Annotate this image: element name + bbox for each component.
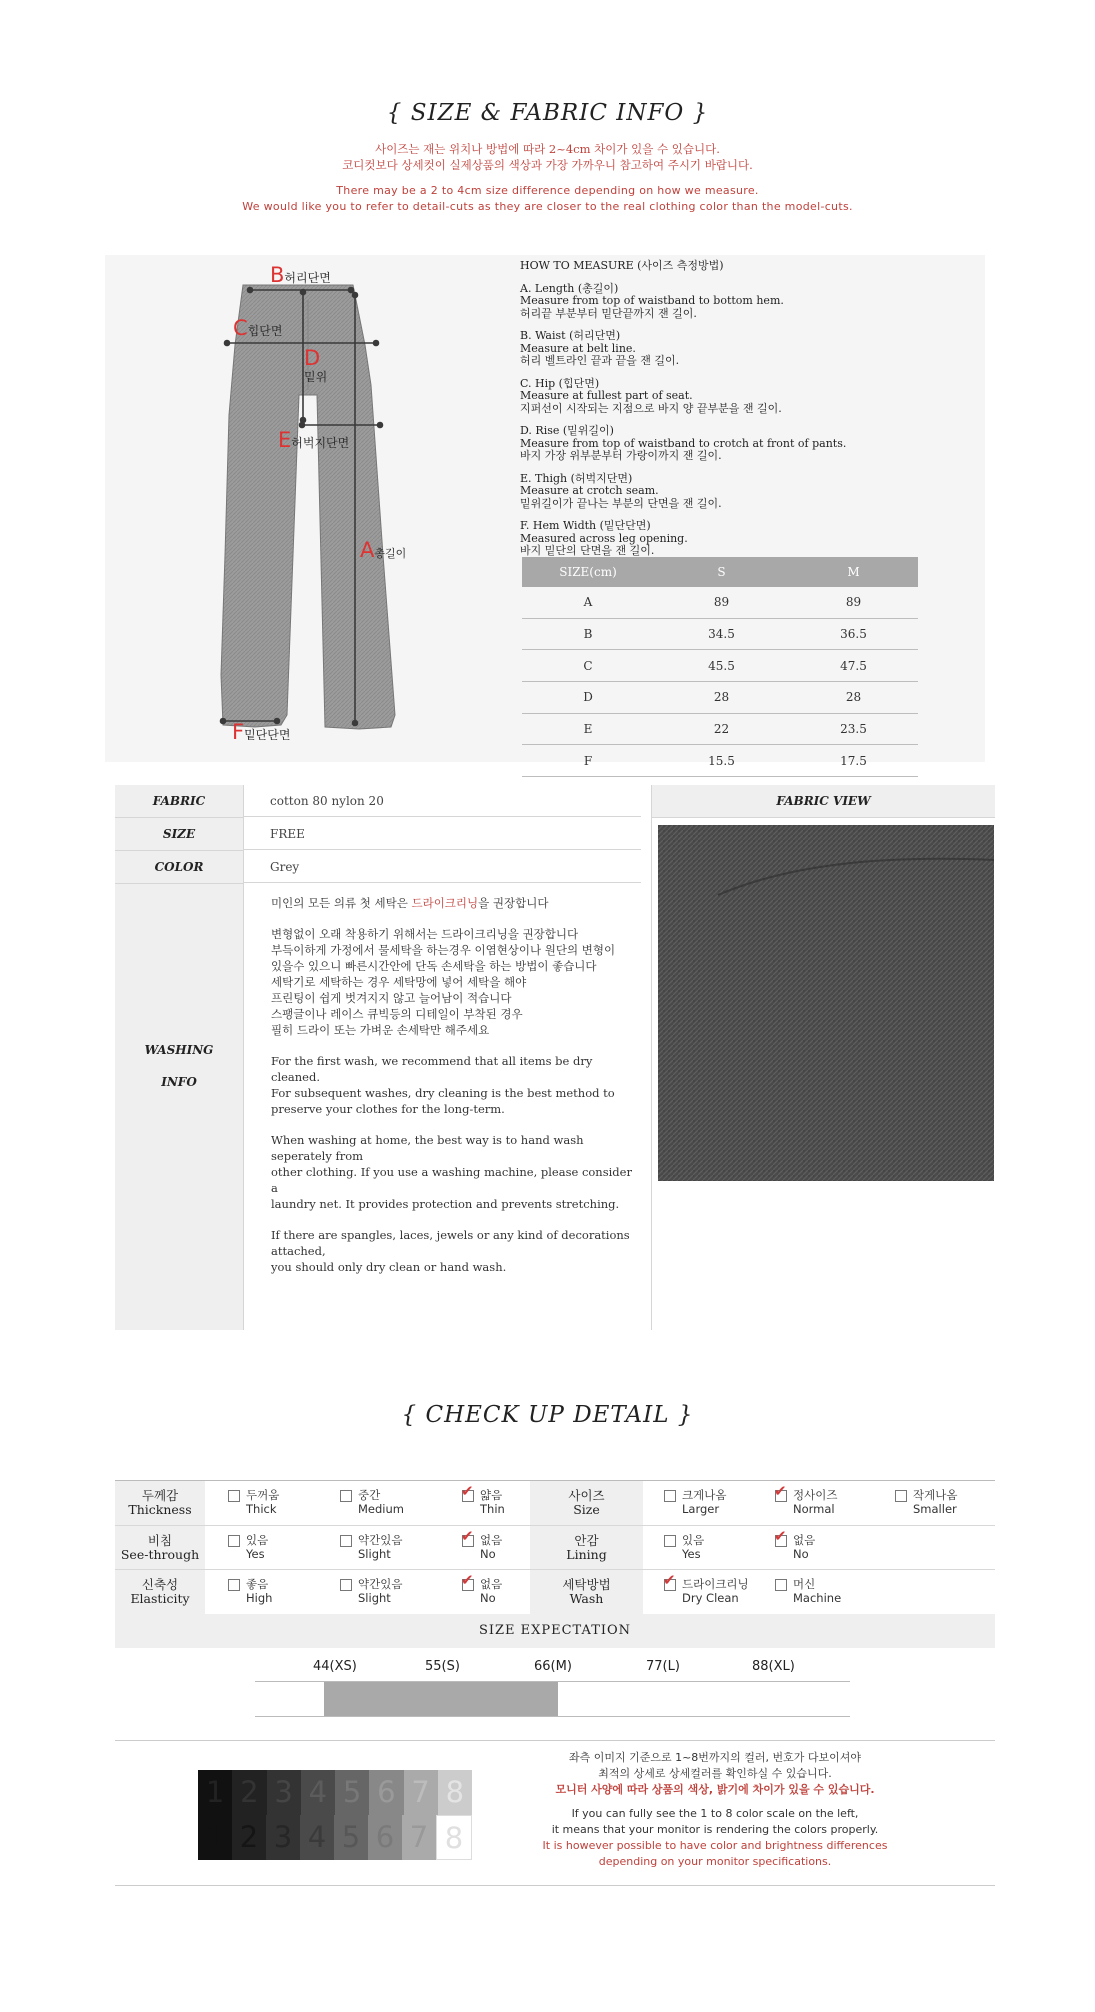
size-table	[522, 557, 918, 777]
label-e: E허벅지단면	[278, 428, 350, 452]
how-to-measure	[520, 260, 960, 568]
size-range-bar	[324, 1682, 558, 1716]
fabric-info	[115, 785, 995, 1330]
size-scale-s: 55(S)	[425, 1659, 460, 1674]
measure-item-c: C. Hip (힙단면) Measure at fullest part of seat. 지퍼선이 시작되는 지점으로 바지 양 끝부분을 잰 길이.	[520, 376, 782, 415]
monitor-note-en-2: it means that your monitor is rendering the colors properly.	[551, 1823, 879, 1836]
size-header-s: S	[654, 557, 789, 587]
monitor-note-en-4: depending on your monitor specifications.	[598, 1855, 832, 1868]
how-to-measure-heading: HOW TO MEASURE (사이즈 측정방법)	[520, 259, 724, 272]
size-note-kr-line-2: 코디컷보다 상세컷이 실제상품의 색상과 가장 가까우니 참고하여 주시기 바랍니다.	[342, 158, 753, 172]
size-note-en-line-1: There may be a 2 to 4cm size difference depending on how we measure.	[336, 184, 759, 197]
monitor-note-en-1: If you can fully see the 1 to 8 color scale on the left,	[571, 1807, 859, 1820]
wash-kr-paragraph: 변형없이 오래 착용하기 위해서는 드라이크리닝을 권장합니다 부득이하게 가정에서 물세탁을 하는경우 이염현상이나 원단의 변형이 있을수 있으니 빠른시간안에 단독 손세탁을 하는 방법이 좋습니다 세탁기로 세탁하는 경우 세탁망에 넣어 세탁을 해야 프린팅이 쉽게 벗겨지지 않고 늘어남이 적습니다 스팽글이나 레이스 큐빅등의 디테일이 부착된 경우 필히 드라이 또는 가벼운 손세탁만 해주세요	[271, 927, 616, 1037]
table-row: F 15.5 17.5	[522, 745, 918, 777]
wash-en-paragraph-2: When washing at home, the best way is to hand wash seperately from other clothing. If you use a washing machine, please consider a laundry net. It provides protection and prevents stretching.	[271, 1133, 632, 1211]
size-note-kr	[0, 141, 1095, 173]
washing-label-line-2: INFO	[161, 1075, 197, 1089]
wash-en-paragraph-1: For the first wash, we recommend that all items be dry cleaned. For subsequent washes, dry cleaning is the best method to preserve your clothes for the long-term.	[271, 1054, 615, 1116]
color-scale-bottom-row: 1 2 3 4 5 6 7 8	[198, 1815, 472, 1860]
monitor-note-kr-3: 모니터 사양에 따라 상품의 색상, 밝기에 차이가 있을 수 있습니다.	[555, 1783, 875, 1796]
monitor-note-kr-2: 최적의 상세로 상세컬러를 확인하실 수 있습니다.	[598, 1767, 832, 1780]
fabric-divider	[651, 785, 652, 1330]
monitor-notes	[520, 1750, 910, 1870]
size-note-en	[0, 183, 1095, 215]
measure-item-d: D. Rise (밑위길이) Measure from top of waistband to crotch at front of pants. 바지 가장 위부분부터 가랑이까지 잰 길이.	[520, 424, 847, 462]
size-scale-l: 77(L)	[646, 1659, 680, 1674]
table-row: E 22 23.5	[522, 713, 918, 745]
size-value: FREE	[244, 818, 641, 850]
monitor-top-border	[115, 1740, 995, 1741]
label-d: D 밑위	[304, 346, 328, 384]
check-icon: ✔	[461, 1527, 474, 1545]
table-row: D 28 28	[522, 682, 918, 714]
section-title-size-fabric: { SIZE & FABRIC INFO }	[386, 100, 709, 126]
label-c: C힙단면	[233, 316, 283, 340]
monitor-note-en-3: It is however possible to have color and brightness differences	[542, 1839, 888, 1852]
wash-en-paragraph-3: If there are spangles, laces, jewels or any kind of decorations attached, you should only dry clean or hand wash.	[271, 1228, 630, 1274]
size-fit-label: 사이즈 Size	[530, 1481, 643, 1525]
section-title-check-up: { CHECK UP DETAIL }	[401, 1402, 694, 1428]
elasticity-label: 신축성 Elasticity	[115, 1570, 205, 1614]
table-row: B 34.5 36.5	[522, 618, 918, 650]
table-row: C 45.5 47.5	[522, 650, 918, 682]
measure-item-a: A. Length (총길이) Measure from top of waistband to bottom hem. 허리끝 부분부터 밑단끝까지 잰 길이.	[520, 281, 784, 320]
size-header-m: M	[789, 557, 918, 587]
label-b: B허리단면	[270, 263, 331, 287]
monitor-color-scale	[198, 1770, 472, 1860]
check-icon: ✔	[774, 1482, 787, 1500]
check-icon: ✔	[774, 1527, 787, 1545]
fabric-swatch	[658, 825, 994, 1181]
size-scale-line-bottom	[255, 1716, 850, 1717]
fabric-view-label: FABRIC VIEW	[652, 785, 995, 818]
washing-label	[115, 884, 244, 1330]
label-f: F밑단단면	[232, 720, 291, 744]
washing-instructions	[271, 895, 641, 1290]
fabric-value: cotton 80 nylon 20	[244, 785, 641, 817]
size-scale-m: 66(M)	[534, 1659, 572, 1674]
check-icon: ✔	[461, 1571, 474, 1589]
size-scale-xl: 88(XL)	[752, 1659, 795, 1674]
size-expectation-label: SIZE EXPECTATION	[115, 1614, 995, 1648]
measure-item-b: B. Waist (허리단면) Measure at belt line. 허리 벨트라인 끝과 끝을 잰 길이.	[520, 329, 680, 367]
check-icon: ✔	[663, 1571, 676, 1589]
checkup-row-3: 신축성 Elasticity 좋음 High 약간있음 Slight ✔ 없음 No 세탁방법 Wash ✔ 드라이크리닝 Dry Clean 머신 Machine	[115, 1570, 995, 1615]
size-table-header	[522, 557, 918, 587]
size-label: SIZE	[115, 818, 244, 851]
monitor-note-kr-1: 좌측 이미지 기준으로 1~8번까지의 컬러, 번호가 다보이셔야	[568, 1751, 862, 1764]
size-note-en-line-2: We would like you to refer to detail-cuts as they are closer to the real clothing color than the model-cuts.	[242, 200, 853, 213]
washing-label-line-1: WASHING	[144, 1043, 214, 1057]
check-icon: ✔	[461, 1482, 474, 1500]
checkup-row-2: 비침 See-through 있음 Yes 약간있음 Slight ✔ 없음 No 안감 Lining 있음 Yes ✔ 없음 No	[115, 1526, 995, 1570]
measure-item-f: F. Hem Width (밑단단면) Measured across leg opening. 바지 밑단의 단면을 잰 길이.	[520, 519, 688, 557]
checkup-row-1: 두께감 Thickness 두꺼움 Thick 중간 Medium ✔ 얇음 Thin 사이즈 Size 크게나옴 Larger ✔ 정사이즈 Normal 작게나옴 Smaller	[115, 1481, 995, 1526]
pants-diagram	[105, 255, 505, 762]
size-note-kr-line-1: 사이즈는 재는 위치나 방법에 따라 2~4cm 차이가 있을 수 있습니다.	[375, 142, 720, 156]
color-value: Grey	[244, 851, 641, 883]
fabric-label: FABRIC	[115, 785, 244, 818]
size-header-label: SIZE(cm)	[522, 557, 654, 587]
thickness-label: 두께감 Thickness	[115, 1481, 205, 1525]
color-label: COLOR	[115, 851, 244, 884]
lining-label: 안감 Lining	[530, 1526, 643, 1569]
wash-method-label: 세탁방법 Wash	[530, 1570, 643, 1614]
measure-item-e: E. Thigh (허벅지단면) Measure at crotch seam. 밑위길이가 끝나는 부분의 단면을 잰 길이.	[520, 471, 722, 510]
size-scale-xs: 44(XS)	[313, 1659, 357, 1674]
see-through-label: 비침 See-through	[115, 1526, 205, 1569]
page-bottom-border	[115, 1885, 995, 1886]
label-a: A총길이	[360, 538, 407, 562]
wash-first-line: 미인의 모든 의류 첫 세탁은 드라이크리닝을 권장합니다	[271, 896, 549, 910]
table-row: A 89 89	[522, 587, 918, 618]
color-scale-top-row: 1 2 3 4 5 6 7 8	[198, 1770, 472, 1815]
